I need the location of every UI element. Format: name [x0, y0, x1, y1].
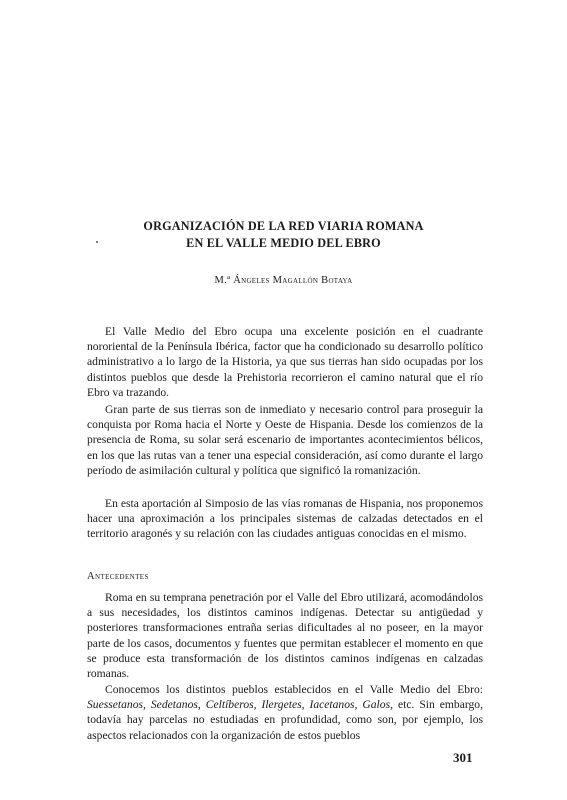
paragraph-3: En esta aportación al Simposio de las vías romanas de Hispania, nos proponemos hacer una aproximación a los principales sistemas de calzadas detectados en el territorio aragonés y su relación con las ciudades antiguas conocidas en el mismo.: [87, 497, 483, 541]
author-name: M.ª Ángeles Magallón Botaya: [214, 275, 353, 286]
paragraph-5-rest: etc. Sin embargo, todavía hay parcelas no estudiadas en profundidad, como son, por ejemplo, los aspectos relacionados con la organización de estos pueblos: [87, 698, 484, 742]
paragraph-4: Roma en su temprana penetración por el Valle del Ebro utilizará, acomodándolos a sus necesidades, los distintos caminos indígenas. Detectar su antigüedad y posteriores transformaciones entraña serias dificultades al no poseer, en la mayor parte de los casos, documentos y fuentes que permitan establecer el momento en que se produce esta transformación de los distintos caminos indígenas en calzadas romanas.: [87, 591, 483, 681]
section-heading: Antecedentes: [87, 571, 149, 582]
article-title-line-1: ORGANIZACIÓN DE LA RED VIARIA ROMANA: [143, 219, 424, 233]
peoples-list: Suessetanos, Sedetanos, Celtíberos, Ilergetes, Iacetanos, Galos,: [87, 698, 393, 712]
paragraph-5: [87, 682, 483, 743]
paragraph-5-intro: Conocemos los distintos pueblos establecidos en el Valle Medio del Ebro:: [105, 683, 483, 696]
page-number: 301: [453, 750, 473, 765]
paragraph-1: El Valle Medio del Ebro ocupa una excelente posición en el cuadrante nororiental de la Península Ibérica, factor que ha condicionado su desarrollo político administrativo a lo largo de la Historia, ya que sus tierras han sido ocupadas por los distintos pueblos que desde la Prehistoria recorrieron el camino natural que el río Ebro va trazando.: [87, 325, 483, 399]
article-title-line-2: EN EL VALLE MEDIO DEL EBRO: [186, 236, 381, 250]
paragraph-2: Gran parte de sus tierras son de inmediato y necesario control para proseguir la conquista por Roma hacia el Norte y Oeste de Hispania. Desde los comienzos de la presencia de Roma, su solar será escenario de importantes acontecimientos bélicos, en los que las rutas van a tener una especial consideración, así como durante el largo período de asimilación cultural y política que significó la romanización.: [87, 403, 483, 477]
